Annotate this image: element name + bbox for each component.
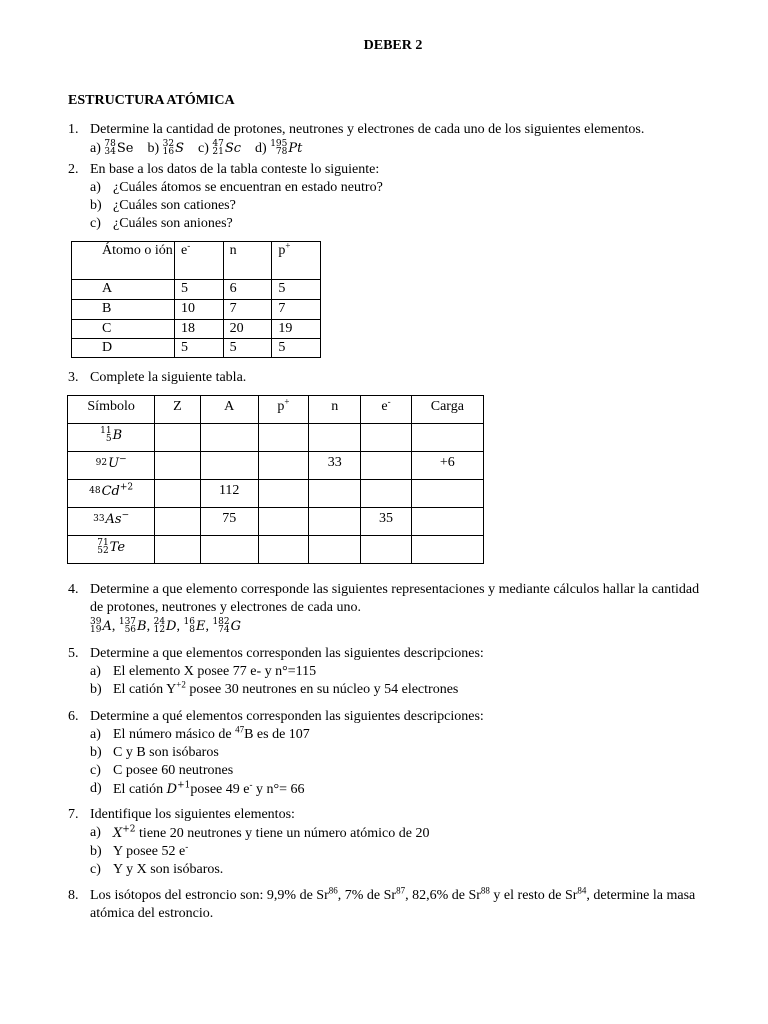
isotope-notation bbox=[104, 139, 133, 158]
sub-label: b) bbox=[90, 198, 102, 213]
atom-ion-table bbox=[71, 241, 321, 358]
header-charge: Carga bbox=[411, 396, 483, 424]
table-row: 92 U− 33 +6 bbox=[68, 452, 484, 480]
question-text: Determine a qué elementos corresponden las siguientes descripciones: bbox=[90, 709, 484, 724]
atomic-number: 21 bbox=[212, 147, 224, 157]
sub-question: b) Y posee 52 e- bbox=[90, 841, 189, 859]
isotope-notation: 24 12 D bbox=[153, 617, 177, 635]
symbol-cell: 48 $Cd^{+2}$ bbox=[68, 480, 155, 508]
isotope-notation bbox=[163, 139, 184, 158]
symbol-cell: 33 As− bbox=[68, 508, 155, 536]
table-row bbox=[68, 424, 484, 452]
table-header-row bbox=[72, 242, 321, 280]
symbol-cell: 92 U− bbox=[68, 452, 155, 480]
element-list bbox=[90, 139, 708, 158]
symbol-cell: 71 52 Te bbox=[68, 536, 155, 564]
question-number: 7. bbox=[68, 807, 79, 822]
question-text: Los isótopos del estroncio son: 9,9% de Sr$^{86}$, 7% de Sr$^{87}$, 82,6% de Sr$^{88}$ y el resto de Sr$^{84}$, determine la masa atómica del estroncio. bbox=[90, 885, 696, 921]
question-6 bbox=[68, 708, 708, 799]
element-symbol: Sc bbox=[224, 141, 242, 156]
mass-number: 195 bbox=[270, 139, 288, 149]
isotope-list: 39 19 A, 137 56 B, 24 12 D, 16 8 E, 182 74 G bbox=[90, 617, 242, 635]
page-title: DEBER 2 bbox=[363, 38, 423, 53]
header-a: A bbox=[200, 396, 258, 424]
isotope-notation: 182 74 G bbox=[212, 617, 242, 635]
header-symbol: Símbolo bbox=[68, 396, 155, 424]
sub-question: b) C y B son isóbaros bbox=[90, 745, 219, 760]
header-neutrons: n bbox=[223, 242, 272, 280]
atomic-number: 34 bbox=[104, 147, 116, 157]
question-5 bbox=[68, 645, 708, 699]
sub-label: a) bbox=[90, 180, 101, 195]
table-row: 48 $Cd^{+2}$ 112 bbox=[68, 480, 484, 508]
question-text: Determine a que elementos corresponden las siguientes descripciones: bbox=[90, 646, 484, 661]
question-text: Identifique los siguientes elementos: bbox=[90, 807, 295, 822]
question-number: 4. bbox=[68, 582, 79, 597]
sub-text: ¿Cuáles son aniones? bbox=[113, 216, 233, 231]
element-symbol: Pt bbox=[288, 141, 303, 156]
item-label: d) bbox=[255, 141, 267, 156]
header-z: Z bbox=[155, 396, 200, 424]
atomic-number: 16 bbox=[162, 147, 175, 157]
table-row: D 5 5 5 bbox=[72, 339, 321, 358]
table-row: C 18 20 19 bbox=[72, 320, 321, 339]
sub-question bbox=[90, 179, 708, 197]
question-text: Determine a que elemento corresponde las siguientes representaciones y mediante cálculos hallar la cantidad de protones, neutrones y electrones de cada uno. bbox=[90, 582, 700, 615]
question-text: En base a los datos de la tabla conteste lo siguiente: bbox=[90, 162, 380, 177]
question-number: 3. bbox=[68, 370, 79, 385]
table-header-row bbox=[68, 396, 484, 424]
header-electrons: e- bbox=[361, 396, 411, 424]
mass-number: 78 bbox=[104, 139, 116, 149]
question-8 bbox=[68, 887, 708, 923]
isotope-notation bbox=[212, 139, 241, 158]
question-3 bbox=[68, 369, 708, 387]
question-number: 2. bbox=[68, 162, 79, 177]
symbol-cell: 11 5 B bbox=[68, 424, 155, 452]
question-number: 6. bbox=[68, 709, 79, 724]
isotope-notation: 137 56 B bbox=[118, 617, 147, 635]
sub-question: b) El catión $Y^{+2}$ posee 30 neutrones en su núcleo y 54 electrones bbox=[90, 679, 459, 697]
atomic-number: 78 bbox=[275, 147, 288, 157]
table-row: B 10 7 7 bbox=[72, 300, 321, 320]
element-symbol: Se bbox=[116, 141, 134, 156]
sub-label: c) bbox=[90, 216, 101, 231]
question-number: 1. bbox=[68, 122, 79, 137]
question-number: 5. bbox=[68, 646, 79, 661]
table-row bbox=[68, 536, 484, 564]
sub-text: ¿Cuáles átomos se encuentran en estado neutro? bbox=[113, 180, 383, 195]
item-label: a) bbox=[90, 141, 101, 156]
question-1 bbox=[68, 121, 708, 158]
header-atom: Átomo o ión bbox=[72, 242, 175, 280]
header-neutrons: n bbox=[309, 396, 361, 424]
sub-question: c) Y y X son isóbaros. bbox=[90, 862, 224, 877]
item-label: b) bbox=[147, 141, 160, 156]
mass-number: 47 bbox=[212, 139, 224, 149]
sub-text: ¿Cuáles son cationes? bbox=[113, 198, 236, 213]
question-text: Determine la cantidad de protones, neutrones y electrones de cada uno de los siguientes elementos. bbox=[90, 122, 645, 137]
header-protons: p+ bbox=[272, 242, 321, 280]
sub-question: c) C posee 60 neutrones bbox=[90, 763, 234, 778]
sub-question: a) $X^{+2}$ tiene 20 neutrones y tiene un número atómico de 20 bbox=[90, 824, 430, 841]
isotope-notation bbox=[270, 139, 302, 158]
isotope-notation: 39 19 A bbox=[90, 617, 112, 635]
question-7 bbox=[68, 806, 708, 879]
sub-question: a) El número másico de $^{47}$B es de 107 bbox=[90, 724, 310, 742]
element-symbol: S bbox=[175, 141, 184, 156]
question-4 bbox=[68, 581, 708, 636]
header-protons: p+ bbox=[258, 396, 308, 424]
sub-question bbox=[90, 215, 708, 233]
symbol-table bbox=[67, 395, 484, 564]
header-electrons: e- bbox=[175, 242, 224, 280]
mass-number: 32 bbox=[162, 139, 175, 149]
table-row: 33 As− 75 35 bbox=[68, 508, 484, 536]
sub-question: a) El elemento X posee 77 e- y n°=115 bbox=[90, 664, 317, 679]
section-title: ESTRUCTURA ATÓMICA bbox=[68, 93, 235, 108]
question-number: 8. bbox=[68, 888, 79, 903]
sub-question bbox=[90, 197, 708, 215]
question-2 bbox=[68, 161, 708, 233]
sub-question: d) El catión $D^{+1}posee$ 49 e- y n°= 66 bbox=[90, 779, 305, 797]
item-label: c) bbox=[197, 141, 209, 156]
isotope-notation: 16 8 E bbox=[183, 617, 206, 635]
table-row: A 5 6 5 bbox=[72, 280, 321, 300]
question-text: Complete la siguiente tabla. bbox=[90, 370, 247, 385]
